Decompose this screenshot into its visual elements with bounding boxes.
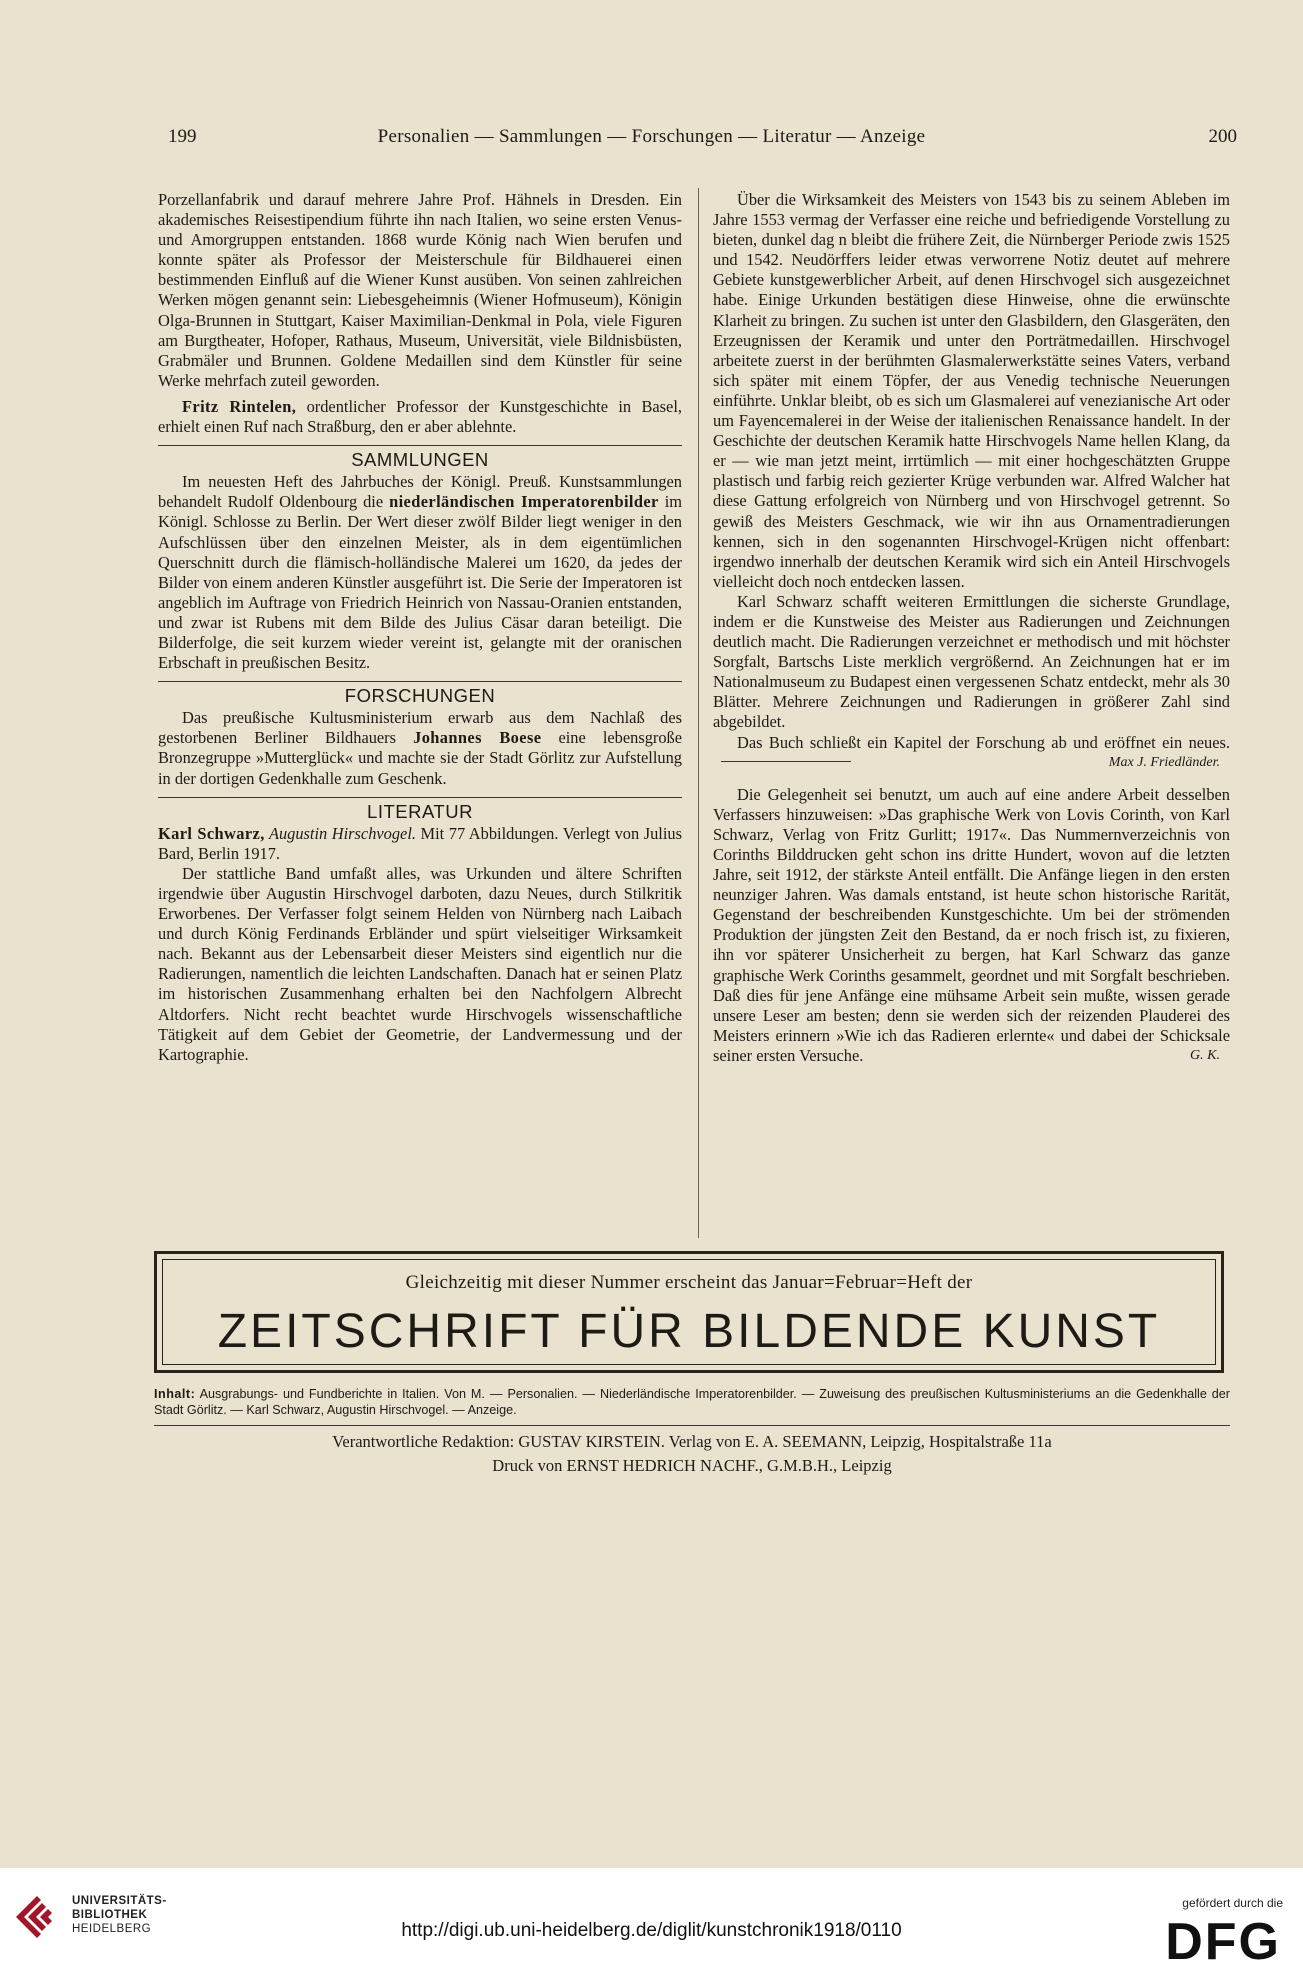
rintelen-name: Fritz Rintelen, <box>182 396 297 416</box>
page-number-right: 200 <box>1208 126 1237 147</box>
imprint-printer-line: Druck von ERNST HEDRICH NACHF., G.M.B.H., Leipzig <box>492 1456 892 1475</box>
advertisement-box <box>154 1251 1224 1373</box>
section-rule <box>158 681 682 682</box>
university-name-line: UNIVERSITÄTS- <box>72 1895 167 1907</box>
literatur-paragraph: Der stattliche Band umfaßt alles, was Urkunden und ältere Schriften irgendwie über Augustin Hirschvogel darboten, dazu Neues, durch Stilkritik Erworbenes. Der Verfasser folgt seinem Helden von Nürnberg nach Laibach und durch König Ferdinands Erbländer und spürt vielseitiger Wirksamkeit nach. Bekannt aus der Lebensarbeit dieser Meisters sind eigentlich nur die Radierungen, namentlich die leichten Landschaften. Danach hat er seinen Platz im historischen Zusammenhang erhalten bei den Nachfolgern Albrecht Altdorfers. Nicht recht beachtet wurde Hirschvogels wissenschaftliche Tätigkeit auf dem Gebiet der Geometrie, der Landvermessung und der Kartographie. <box>158 863 682 1064</box>
forschungen-heading: FORSCHUNGEN <box>344 685 496 707</box>
personalien-paragraph: Porzellanfabrik und darauf mehrere Jahre Prof. Hähnels in Dresden. Ein akademisches Reisestipendium führte ihn nach Italien, wo seine ersten Venus- und Amorgruppen entstanden. 1868 wurde König nach Wien berufen und konnte später als Professor der Meisterschule für Bildhauerei einen bestimmenden Einfluß auf die Wiener Kunst ausüben. Von seinen zahlreichen Werken mögen genannt sein: Liebesgeheimnis (Wiener Hofmuseum), Königin Olga-Brunnen in Stuttgart, Kaiser Maximilian-Denkmal in Pola, viele Figuren am Burgtheater, Hofoper, Rathaus, Museum, Universität, viele Bildnisbüsten, Grabmäler und Brunnen. Goldene Medaillen sind dem Künstler für seine Werke mehrfach zuteil geworden. <box>158 190 682 390</box>
university-name-line: BIBLIOTHEK <box>72 1909 148 1921</box>
hirschvogel-paragraph: Über die Wirksamkeit des Meisters von 1543 bis zu seinem Ableben im Jahre 1553 vermag der Verfasser eine reiche und befriedigende Vorstellung zu bieten, dunkel dag n bleibt die frühere Zeit, die Nürnberger Periode zwis 1525 und 1542. Neudörffers leider etwas verworrene Notiz deutet auf mehrere Gebiete kunstgewerblicher Arbeit, auf denen Hirschvogel sich ausgezeichnet habe. Einige Urkunden bestätigen diese Hinweise, ohne die erwünschte Klarheit zu bringen. Zu suchen ist unter den Glasbildern, den Glasgeräten, den Erzeugnissen der Keramik und unter den Porträtmedaillen. Hirschvogel arbeitete zuerst in der berühmten Glasmalerwerkstätte seines Vaters, verband sich später mit einem Töpfer, der aus Venedig technische Neuerungen einführte. Unklar bleibt, ob es sich um Glasmalerei auf venezianische Art oder um Fayencemalerei in der Weise der italienischen Renaissance handelt. In der Geschichte der deutschen Keramik hatte Hirschvogels Name hellen Klang, da er — wie man jetzt meint, irrtümlich — mit einer hochgeschätzten Gruppe plastisch und farbig reich gezierter Krüge verbunden war. Alfred Walcher hat diese Gattung erfolgreich von Nürnberg und von Hirschvogel getrennt. So gewiß des Meisters Geschmack, wie wir ihn aus Ornamentradierungen kennen, sich in den sogenannten Hirschvogel-Krügen nicht offenbart: irgendwo innerhalb der deutschen Keramik wird sich ein Anteil Hirschvogels vielleicht doch noch entdecken lassen. <box>713 190 1230 591</box>
advertisement-line: Gleichzeitig mit dieser Nummer erscheint das Januar=Februar=Heft der <box>405 1272 973 1293</box>
contents-label: Inhalt: <box>154 1387 196 1401</box>
university-name-line: HEIDELBERG <box>72 1923 152 1935</box>
forschungen-bold: Johannes Boese <box>413 728 542 748</box>
citation-details: Mit 77 Abbildungen. Verlegt von Julius Bard, Berlin 1917. <box>158 823 682 863</box>
signature-rule <box>721 761 851 762</box>
imprint <box>154 1425 1230 1478</box>
corinth-text: Die Gelegenheit sei benutzt, um auch auf eine andere Arbeit desselben Verfassers hinzuweisen: »Das graphische Werk von Lovis Corinth, von Karl Schwarz, Verlag von Fritz Gurlitt; 1917«. Das Nummernverzeichnis von Corinths Bilddrucken geht schon ins dritte Hundert, wovon auf die letzten Jahre, seit 1912, der stärkste Anteil entfällt. Die Anfänge liegen in den ersten neunziger Jahren. Was damals entstand, ist heute schon historische Rarität, Gegenstand der beschreibenden Kunstgeschichte. Um bei der strömenden Produktion der jüngsten Zeit den Bestand, da er noch frisch ist, zu fixieren, ihn vor späterer Unsicherheit zu bergen, hat Karl Schwarz das ganze graphische Werk Corinths gesammelt, geordnet und mit Sorgfalt beschrieben. Daß dies für jene Anfänge eine mühsame Arbeit sein mußte, wissen gerade unsere Leser am besten; denn sie werden sich der reizenden Plauderei des Meisters erinnern »Wie ich das Radieren erlernte« und dabei der Schicksale seiner ersten Versuche. <box>713 784 1230 1065</box>
table-of-contents <box>154 1386 1230 1418</box>
right-column <box>713 190 1230 1066</box>
running-title: Personalien — Sammlungen — Forschungen — Literatur — Anzeige <box>377 126 926 147</box>
funded-by-caption: gefördert durch die <box>1182 1896 1283 1910</box>
closing-text: Das Buch schließt ein Kapitel der Forschung ab und eröffnet ein neues. <box>737 732 1230 752</box>
digitization-footer <box>0 1868 1303 1979</box>
forschungen-text-a: Das preußische Kultusministerium erwarb aus dem Nachlaß des gestorbenen Berliner Bildhauers <box>158 708 682 748</box>
column-divider <box>698 188 699 1238</box>
citation-title: Augustin Hirschvogel. <box>264 823 416 843</box>
running-header <box>0 126 1303 156</box>
imprint-editor-line: Verantwortliche Redaktion: GUSTAV KIRSTEIN. Verlag von E. A. SEEMANN, Leipzig, Hospitalstraße 11a <box>332 1432 1052 1451</box>
corinth-paragraph <box>713 785 1230 1066</box>
literatur-citation <box>158 824 682 864</box>
closing-paragraph <box>713 733 1230 773</box>
contents-text: Ausgrabungs- und Fundberichte in Italien. Von M. — Personalien. — Niederländische Imperatorenbilder. — Zuweisung des preußischen Kultusministeriums an die Gedenkhalle der Stadt Görlitz. — Karl Schwarz, Augustin Hirschvogel. — Anzeige. <box>154 1387 1230 1417</box>
sammlungen-paragraph <box>158 472 682 673</box>
advertisement-journal-title: ZEITSCHRIFT FÜR BILDENDE KUNST <box>217 1305 1161 1358</box>
literatur-heading: LITERATUR <box>367 800 473 822</box>
sammlungen-text-a: Im neuesten Heft des Jahrbuches der Königl. Preuß. Kunstsammlungen behandelt Rudolf Oldenbourg die <box>158 472 682 512</box>
rintelen-text: ordentlicher Professor der Kunstgeschichte in Basel, erhielt einen Ruf nach Straßburg, den er aber ablehnte. <box>158 396 682 437</box>
sammlungen-heading: SAMMLUNGEN <box>351 449 489 471</box>
signature-friedlaender: Max J. Friedländer. <box>1108 754 1220 770</box>
citation-author: Karl Schwarz, <box>158 823 265 843</box>
left-column <box>158 190 682 1065</box>
source-url-link[interactable]: http://digi.ub.uni-heidelberg.de/diglit/kunstchronik1918/0110 <box>401 1920 902 1941</box>
forschungen-paragraph <box>158 708 682 788</box>
page-number-left: 199 <box>168 126 197 147</box>
forschungen-text-b: eine lebensgroße Bronzegruppe »Mutterglück« und machte sie der Stadt Görlitz zur Aufstellung in der dortigen Gedenkhalle zum Geschenk. <box>158 728 683 788</box>
dfg-logo: DFG <box>1165 1913 1281 1971</box>
sammlungen-text-b: im Königl. Schlosse zu Berlin. Der Wert dieser zwölf Bilder liegt weniger in den Aufschlüssen über den einzelnen Meister, als in dem eigentümlichen Querschnitt durch die flämisch-holländische Malerei um 1620, da jedes der Bilder von einem anderen Künstler ausgeführt ist. Die Serie der Imperatoren ist angeblich im Auftrage von Friedrich Heinrich von Nassau-Oranien entstanden, und zwar ist Rubens mit dem Bilde des Julius Cäsar daran beteiligt. Die Bilderfolge, die seit kurzem wieder vereint ist, gelangte mit der oranischen Erbschaft in preußischen Besitz. <box>158 492 683 673</box>
sammlungen-bold: niederländischen Imperatorenbilder <box>389 492 659 512</box>
section-rule <box>158 797 682 798</box>
rintelen-paragraph <box>158 397 682 437</box>
signature-gk: G. K. <box>1190 1047 1220 1063</box>
schwarz-paragraph: Karl Schwarz schafft weiteren Ermittlungen die sicherste Grundlage, indem er die Kunstweise des Meister aus Radierungen und Zeichnungen deutlich macht. Die Radierungen verzeichnet er methodisch und mit höchster Sorgfalt, Bartschs Liste merklich vergrößernd. An Zeichnungen hat er im Nationalmuseum zu Budapest einen vergessenen Schatz entdeckt, mehr als 30 Blätter. Mehrere Zeichnungen und Radierungen in größerer Zahl sind abgebildet. <box>713 591 1230 732</box>
section-rule <box>158 445 682 446</box>
